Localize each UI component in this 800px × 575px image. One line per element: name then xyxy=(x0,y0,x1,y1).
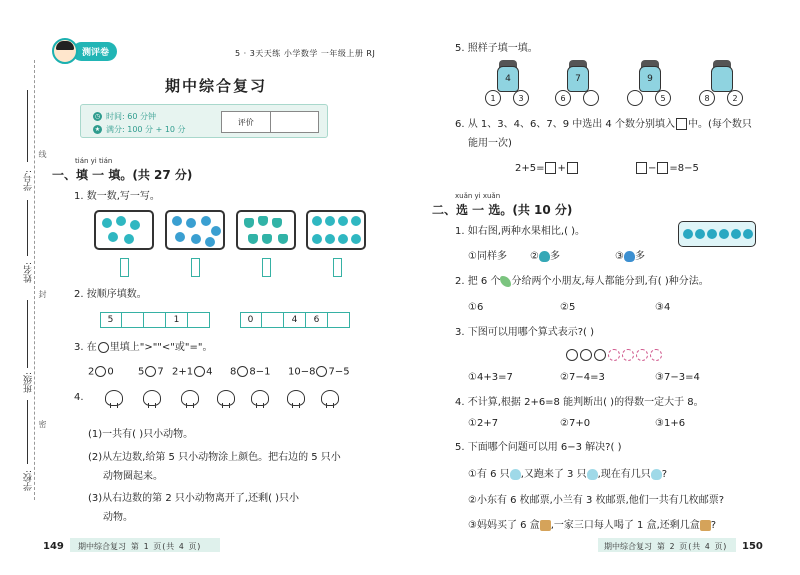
circled-circle-icon xyxy=(650,349,662,361)
s2-q1-opt1[interactable]: ①同样多 xyxy=(468,251,507,262)
grade-label: 评价 xyxy=(222,112,271,132)
page-number-left: 149 xyxy=(43,541,64,552)
section2-pinyin: xuǎn yi xuǎn xyxy=(455,192,501,200)
count-answer-3[interactable] xyxy=(262,258,271,277)
name-field[interactable] xyxy=(27,200,28,256)
answer-box[interactable] xyxy=(657,162,668,174)
fruit-icon xyxy=(211,226,221,236)
fruit-frame-3 xyxy=(236,210,296,250)
bike-right-wheel-input[interactable] xyxy=(583,90,599,106)
section1-pinyin: tián yi tián xyxy=(75,157,113,165)
fruit-icon xyxy=(248,234,258,244)
duck-icon[interactable] xyxy=(214,386,236,408)
fruit-icon xyxy=(102,218,112,228)
gutter-label-school: 学校: xyxy=(24,470,34,492)
cat-icon[interactable] xyxy=(140,386,162,408)
time-text: 时间: 60 分钟 xyxy=(106,112,156,121)
circled-circle-icon xyxy=(636,349,648,361)
s2-q3: 3. 下图可以用哪个算式表示?( ) xyxy=(455,327,595,338)
s2-q1-opt3[interactable]: ③ 多 xyxy=(615,251,645,262)
seq-cell[interactable] xyxy=(262,312,284,328)
s1-q3: 3. 在 里填上">""<"或"="。 xyxy=(74,342,213,353)
fruit-icon xyxy=(272,218,282,228)
compare-circle-input[interactable] xyxy=(237,366,248,377)
tiger-icon[interactable] xyxy=(248,386,270,408)
seq-cell[interactable] xyxy=(122,312,144,328)
compare-3: 2+1 4 xyxy=(172,366,213,378)
section1-title: 一、填 一 填。(共 27 分) xyxy=(52,168,193,182)
compare-2: 5 7 xyxy=(138,366,164,378)
fruit-icon xyxy=(278,234,288,244)
q5-title: 5. 照样子填一填。 xyxy=(455,43,538,54)
fruit-icon xyxy=(351,234,361,244)
q6-equation-2: − =8−5 xyxy=(635,162,699,176)
bike-rider-3 xyxy=(625,60,675,110)
fruit-icon xyxy=(312,216,322,226)
s2-q5-opt1[interactable]: ①有 6 只 ,又跑来了 3 只 ,现在有几只 ? xyxy=(468,469,668,480)
grade-input[interactable] xyxy=(271,112,319,132)
q6-equation-1: 2+5= + xyxy=(515,162,579,176)
seq-cell[interactable] xyxy=(328,312,350,328)
bike-top-number: 9 xyxy=(639,66,661,92)
s1-q4-number: 4. xyxy=(74,392,84,403)
gutter-mark-secret: 密 xyxy=(38,420,47,428)
count-answer-1[interactable] xyxy=(120,258,129,277)
answer-box[interactable] xyxy=(636,162,647,174)
seq-cell[interactable]: 5 xyxy=(100,312,122,328)
fruit-icon xyxy=(172,216,182,226)
square-blank-icon xyxy=(676,118,687,130)
s2-q3-opt1[interactable]: ①4+3=7 xyxy=(468,372,513,383)
bike-rider-1 xyxy=(483,60,533,110)
class-field[interactable] xyxy=(27,300,28,368)
s1-q4-3b: 动物。 xyxy=(103,512,133,523)
s2-q3-opt3[interactable]: ③7−3=4 xyxy=(655,372,700,383)
school-field[interactable] xyxy=(27,400,28,464)
clock-icon: ◷ xyxy=(94,113,101,120)
seq-cell[interactable]: 4 xyxy=(284,312,306,328)
strawberry-icon xyxy=(624,251,635,262)
fruit-frame-2 xyxy=(165,210,225,250)
compare-circle-input[interactable] xyxy=(95,366,106,377)
student-avatar-icon xyxy=(52,38,78,64)
fruit-icon xyxy=(244,218,254,228)
bird-icon xyxy=(510,469,521,480)
fruit-icon xyxy=(205,237,215,247)
s1-q4-3a: (3)从右边数的第 2 只小动物离开了,还剩( )只小 xyxy=(88,493,300,504)
dog-icon[interactable] xyxy=(102,386,124,408)
seq-cell[interactable] xyxy=(144,312,166,328)
fruit-icon xyxy=(191,234,201,244)
strawberry-icon xyxy=(695,229,705,239)
grade-table xyxy=(221,111,319,133)
fruit-icon xyxy=(175,232,185,242)
s2-q4-opt2[interactable]: ②7+0 xyxy=(560,418,591,429)
student-id-field[interactable] xyxy=(27,90,28,162)
fruit-icon xyxy=(325,234,335,244)
s2-q5: 5. 下面哪个问题可以用 6−3 解决?( ) xyxy=(455,442,622,453)
fruit-icon xyxy=(130,220,140,230)
fruit-frame-4 xyxy=(306,210,366,250)
s1-q1: 1. 数一数,写一写。 xyxy=(74,191,160,202)
strawberry-icon xyxy=(683,229,693,239)
compare-circle-input[interactable] xyxy=(145,366,156,377)
footer-text-left: 期中综合复习 第 1 页(共 4 页) xyxy=(78,542,202,551)
fruit-icon xyxy=(108,232,118,242)
time-info xyxy=(93,111,156,122)
bike-right-wheel: 3 xyxy=(513,90,529,106)
circle-blank-icon xyxy=(98,342,109,353)
monkey-icon[interactable] xyxy=(284,386,306,408)
seq-cell[interactable]: 0 xyxy=(240,312,262,328)
s2-q1: 1. 如右图,两种水果相比,( )。 xyxy=(455,226,586,237)
exam-info-box xyxy=(80,104,328,138)
fruit-icon xyxy=(338,234,348,244)
bike-right-wheel: 2 xyxy=(727,90,743,106)
milk-carton-icon xyxy=(540,520,551,531)
circled-circle-icon xyxy=(622,349,634,361)
fruit-icon xyxy=(325,216,335,226)
circled-circle-icon xyxy=(608,349,620,361)
compare-circle-input[interactable] xyxy=(194,366,205,377)
s2-q5-opt2[interactable]: ②小东有 6 枚邮票,小兰有 3 枚邮票,他们一共有几枚邮票? xyxy=(468,495,725,506)
bike-left-wheel: 1 xyxy=(485,90,501,106)
s2-q2-opt1[interactable]: ①6 xyxy=(468,302,484,313)
q6-line2: 能用一次) xyxy=(468,138,512,149)
apple-icon xyxy=(539,251,550,262)
bike-top-number: 4 xyxy=(497,66,519,92)
bike-left-wheel-input[interactable] xyxy=(627,90,643,106)
strawberry-icon xyxy=(707,229,717,239)
fruit-icon xyxy=(338,216,348,226)
bike-top-number: 7 xyxy=(567,66,589,92)
seq-cell[interactable]: 6 xyxy=(306,312,328,328)
bike-right-wheel: 5 xyxy=(655,90,671,106)
q6-line1: 6. 从 1、3、4、6、7、9 中选出 4 个数分别填入 中。(每个数只 xyxy=(455,119,752,130)
cat-icon[interactable] xyxy=(318,386,340,408)
s1-q4-2b: 动物圈起来。 xyxy=(103,471,163,482)
s2-q4: 4. 不计算,根据 2+6=8 能判断出( )的得数一定大于 8。 xyxy=(455,397,704,408)
fruit-icon xyxy=(201,216,211,226)
milk-carton-icon xyxy=(700,520,711,531)
circle-icon xyxy=(580,349,592,361)
strawberry-icon xyxy=(731,229,741,239)
answer-box[interactable] xyxy=(567,162,578,174)
compare-1: 2 0 xyxy=(88,366,114,378)
series-label: 5 · 3天天练 小学数学 一年级上册 RJ xyxy=(235,49,376,58)
fruit-icon xyxy=(258,216,268,226)
fruit-icon xyxy=(186,218,196,228)
star-icon: ★ xyxy=(94,126,101,133)
s2-q2-opt3[interactable]: ③4 xyxy=(655,302,671,313)
strawberry-icon xyxy=(743,229,753,239)
bike-left-wheel: 6 xyxy=(555,90,571,106)
fruit-tray xyxy=(678,221,756,247)
s1-q4-2a: (2)从左边数,给第 5 只小动物涂上颜色。把右边的 5 只小 xyxy=(88,452,341,463)
page-title: 期中综合复习 xyxy=(165,77,268,95)
bike-rider-4 xyxy=(697,60,747,110)
fruit-icon xyxy=(124,234,134,244)
compare-4: 8 8−1 xyxy=(230,366,271,378)
fruit-icon xyxy=(116,216,126,226)
bike-left-wheel: 8 xyxy=(699,90,715,106)
corn-icon xyxy=(500,276,511,287)
circle-icon xyxy=(594,349,606,361)
gutter-mark-seal: 封 xyxy=(38,290,47,298)
rooster-icon[interactable] xyxy=(178,386,200,408)
gutter-label-name: 姓名: xyxy=(24,262,34,284)
s2-q2-opt2[interactable]: ②5 xyxy=(560,302,576,313)
strawberry-icon xyxy=(719,229,729,239)
gutter-label-student-id: 学号: xyxy=(24,170,34,192)
s1-q4-1: (1)一共有( )只小动物。 xyxy=(88,429,194,440)
seq-cell[interactable] xyxy=(188,312,210,328)
bike-rider-2 xyxy=(553,60,603,110)
seq-cell[interactable]: 1 xyxy=(166,312,188,328)
page-number-right: 150 xyxy=(742,541,763,552)
gutter-label-class: 班级: xyxy=(24,372,34,394)
s2-q1-opt2[interactable]: ② 多 xyxy=(530,251,560,262)
score-text: 满分: 100 分 + 10 分 xyxy=(106,125,186,134)
s2-q2: 2. 把 6 个 分给两个小朋友,每人都能分到,有( )种分法。 xyxy=(455,276,709,287)
fruit-icon xyxy=(312,234,322,244)
count-answer-4[interactable] xyxy=(333,258,342,277)
s2-q5-opt3[interactable]: ③妈妈买了 6 盒 ,一家三口每人喝了 1 盒,还剩几盒 ? xyxy=(468,520,717,531)
answer-box[interactable] xyxy=(545,162,556,174)
count-answer-2[interactable] xyxy=(191,258,200,277)
s1-q2: 2. 按顺序填数。 xyxy=(74,289,147,300)
fruit-icon xyxy=(351,216,361,226)
badge-label: 测评卷 xyxy=(72,42,117,61)
s2-q4-opt3[interactable]: ③1+6 xyxy=(655,418,686,429)
bird-icon xyxy=(587,469,598,480)
compare-5: 10−8 7−5 xyxy=(288,366,350,378)
score-info xyxy=(93,124,186,135)
s2-q3-opt2[interactable]: ②7−4=3 xyxy=(560,372,605,383)
gutter-mark-line: 线 xyxy=(38,150,47,158)
fruit-frame-1 xyxy=(94,210,154,250)
fruit-icon xyxy=(262,234,272,244)
test-badge xyxy=(52,38,117,64)
circle-icon xyxy=(566,349,578,361)
bike-top-number-input[interactable] xyxy=(711,66,733,92)
bird-icon xyxy=(651,469,662,480)
s2-q4-opt1[interactable]: ①2+7 xyxy=(468,418,499,429)
compare-circle-input[interactable] xyxy=(316,366,327,377)
section2-title: 二、选 一 选。(共 10 分) xyxy=(432,203,573,217)
footer-text-right: 期中综合复习 第 2 页(共 4 页) xyxy=(604,542,728,551)
